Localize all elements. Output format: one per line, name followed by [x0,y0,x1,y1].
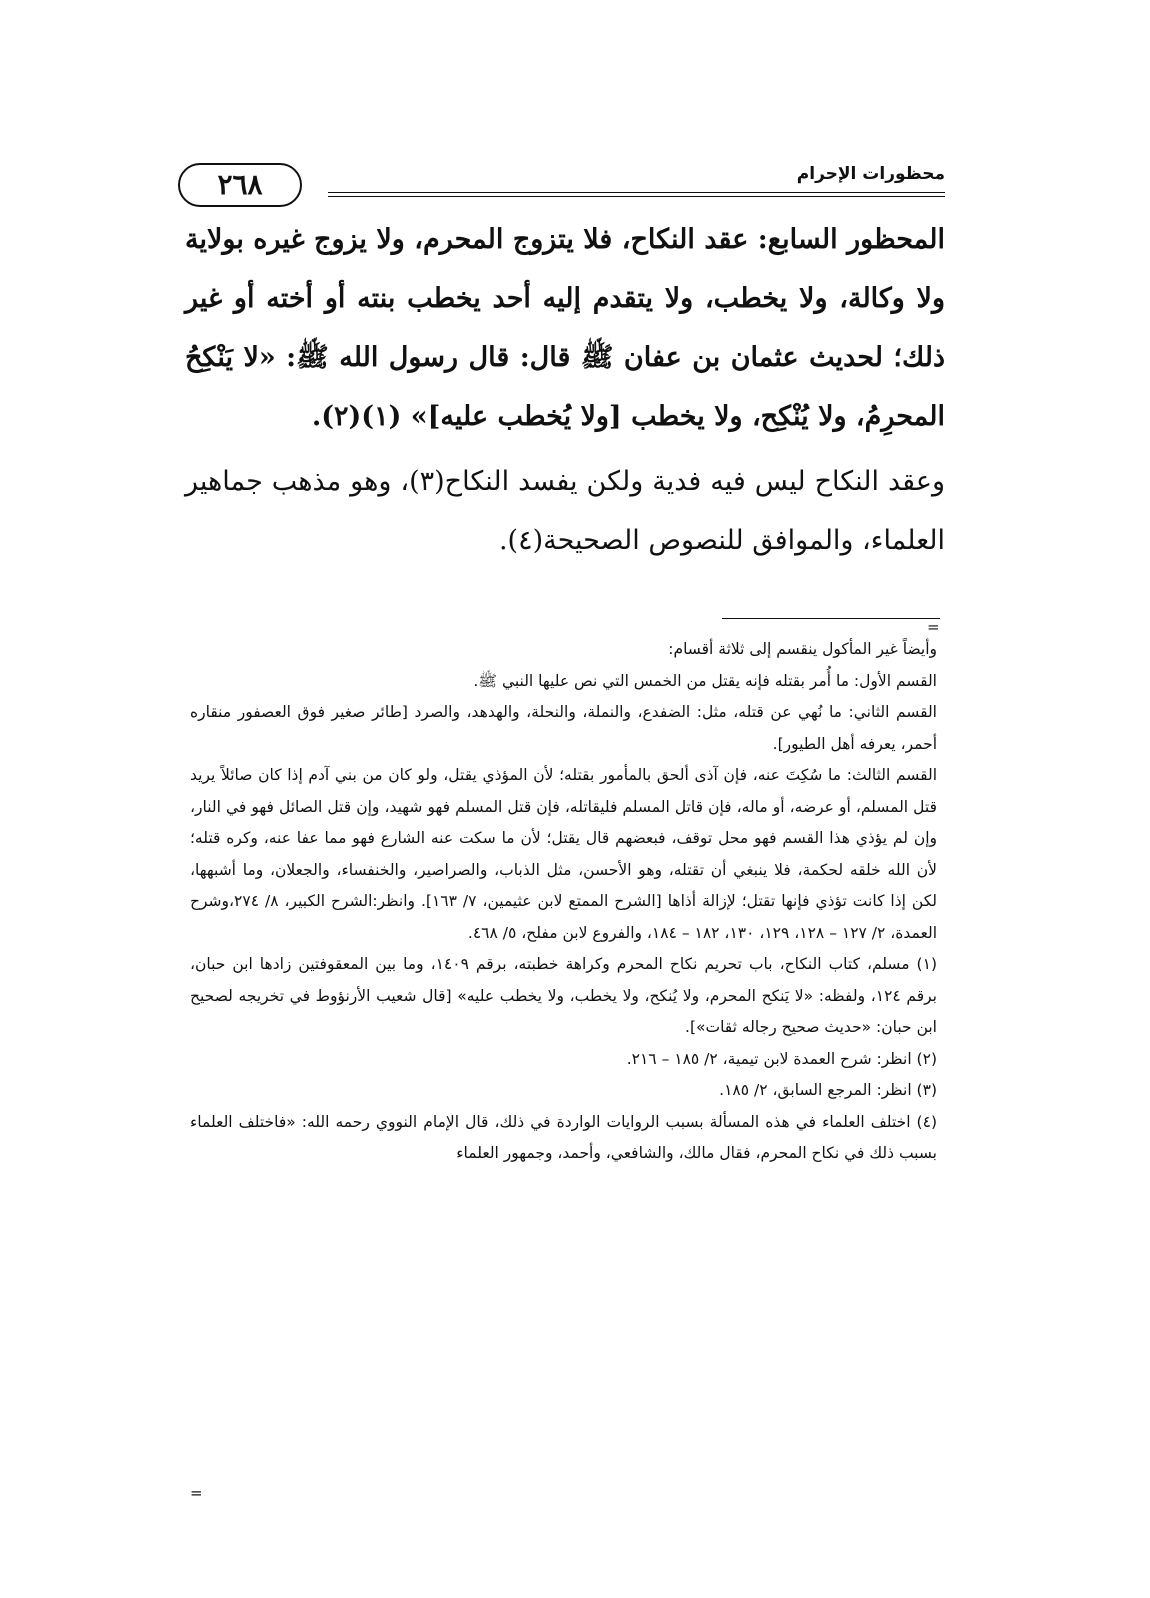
header-rule [328,192,945,193]
header-rule-thin [328,196,945,197]
main-paragraph-2: وعقد النكاح ليس فيه فدية ولكن يفسد النكاح(٣)، وهو مذهب جماهير العلماء، والموافق للنصوص الصحيحة(٤). [185,466,945,556]
continued-note-line-3: القسم الثاني: ما نُهي عن قتله، مثل: الضفدع، والنملة، والنحلة، والهدهد، والصرد [طائر صغير فوق العصفور منقاره أحمر، يعرفه أهل الطيور]. [190,703,937,753]
page-header [178,158,945,204]
bottom-continuation-mark: = [190,1484,203,1502]
running-title: محظورات الإحرام [796,164,945,184]
main-text [185,210,945,570]
main-paragraph-1: المحظور السابع: عقد النكاح، فلا يتزوج المحرم، ولا يزوج غيره بولاية ولا وكالة، ولا يخطب، ولا يتقدم إليه أحد يخطب بنته أو أخته أو غير ذلك؛ لحديث عثمان بن عفان ﷺ قال: قال رسول الله ﷺ: «لا يَنْكِحُ المحرِمُ، ولا يُنْكِح، ولا يخطب [ولا يُخطب عليه]» (١)(٢). [185,224,945,432]
footnotes [190,634,937,1170]
continued-note-line-4: القسم الثالث: ما سُكِتَ عنه، فإن آذى ألحق بالمأمور بقتله؛ لأن المؤذي يقتل، ولو كان من بني آدم إذا كان صائلاً يريد قتل المسلم، أو عرضه، أو ماله، فإن قاتل المسلم فليقاتله، فإن قتل المسلم فهو شهيد، وإن قتل الصائل فهو في النار، وإن لم يؤذي هذا القسم فهو محل توقف، فبعضهم قال يقتل؛ لأن ما سكت عنه الشارع فهو مما عفا عنه، وكره قتله؛ لأن الله خلقه لحكمة، فلا ينبغي أن تقتله، وهو الأحسن، مثل الذباب، والصراصير، والخنفساء، والجعلان، وما أشبهها، لكن إذا كانت تؤذي فإنها تقتل؛ لإزالة أذاها [الشرح الممتع لابن عثيمين، ٧/ ١٦٣]. وانظر:الشرح الكبير، ٨/ ٢٧٤،وشرح العمدة، ٢/ ١٢٧ – ١٢٨، ١٢٩، ١٣٠، ١٨٢ – ١٨٤، والفروع لابن مفلح، ٥/ ٤٦٨. [190,766,937,942]
footnote-4: (٤) اختلف العلماء في هذه المسألة بسبب الروايات الواردة في ذلك، قال الإمام النووي رحمه الله: «فاختلف العلماء بسبب ذلك في نكاح المحرم، فقال مالك، والشافعي، وأحمد، وجمهور العلماء [190,1112,937,1162]
continued-note-line-1: وأيضاً غير المأكول ينقسم إلى ثلاثة أقسام: [668,640,937,658]
footnote-separator [722,618,940,619]
footnote-1: (١) مسلم، كتاب النكاح، باب تحريم نكاح المحرم وكراهة خطبته، برقم ١٤٠٩، وما بين المعقوفتين زادها ابن حبان، برقم ١٢٤، ولفظه: «لا يَنكح المحرم، ولا يُنكح، ولا يخطب، ولا يخطب عليه» [قال شعيب الأرنؤوط في تخريجه لصحيح ابن حبان: «حديث صحيح رجاله ثقات»]. [190,955,937,1036]
continued-note-line-2: القسم الأول: ما أُمر بقتله فإنه يقتل من الخمس التي نص عليها النبي ﷺ. [473,671,937,690]
footnote-3: (٣) انظر: المرجع السابق، ٢/ ١٨٥. [719,1081,937,1099]
page-number: ٢٦٨ [178,163,302,207]
continuation-mark: = [927,618,940,636]
footnote-2: (٢) انظر: شرح العمدة لابن تيمية، ٢/ ١٨٥ – ٢١٦. [626,1049,937,1068]
